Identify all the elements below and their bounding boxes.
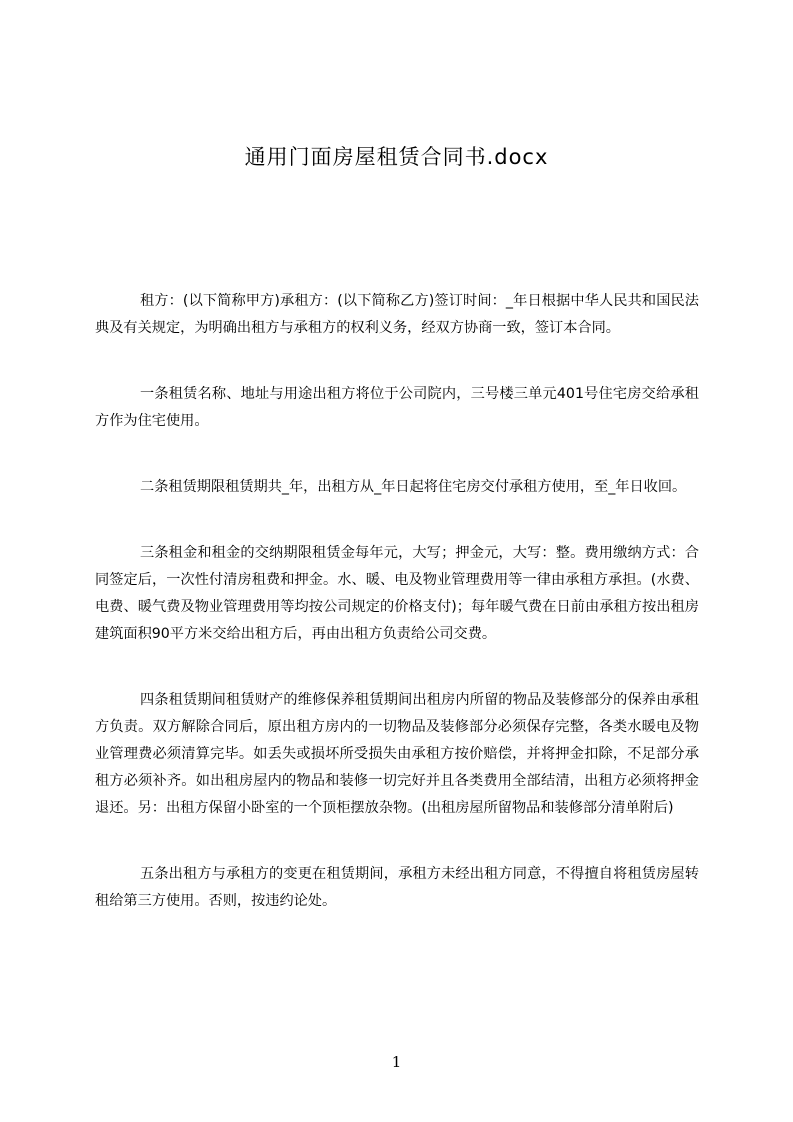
paragraph-article-4: 四条租赁期间租赁财产的维修保养租赁期间出租房内所留的物品及装修部分的保养由承租方负责。双方解除合同后，原出租方房内的一切物品及装修部分必须保存完整，各类水暖电及物业管理费必须清算完毕。如丢失或损坏所受损失由承租方按价赔偿，并将押金扣除，不足部分承租方必须补齐。如出租房屋内的物品和装修一切完好并且各类费用全部结清，出租方必须将押金退还。另：出租方保留小卧室的一个顶柜摆放杂物。(出租房屋所留物品和装修部分清单附后) (95, 692, 699, 816)
paragraph-article-2: 二条租赁期限租赁期共_年，出租方从_年日起将住宅房交付承租方使用，至_年日收回。 (140, 479, 687, 495)
paragraph-article-5: 五条出租方与承租方的变更在租赁期间，承租方未经出租方同意，不得擅自将租赁房屋转租给第三方使用。否则，按违约论处。 (95, 866, 699, 909)
page-number: 1 (391, 1053, 402, 1071)
document-title: 通用门面房屋租赁合同书.docx (244, 145, 549, 169)
paragraph-article-3: 三条租金和租金的交纳期限租赁金每年元，大写；押金元，大写：整。费用缴纳方式：合同签定后，一次性付清房租费和押金。水、暖、电及物业管理费用等一律由承租方承担。(水费、电费、暖气费及物业管理费用等均按公司规定的价格支付)；每年暖气费在日前由承租方按出租房建筑面积90平方米交给出租方后，再由出租方负责给公司交费。 (95, 545, 699, 642)
paragraph-article-1: 一条租赁名称、地址与用途出租方将位于公司院内，三号楼三单元401号住宅房交给承租方作为住宅使用。 (95, 386, 699, 429)
paragraph-preamble: 租方：(以下简称甲方)承租方：(以下简称乙方)签订时间：_年日根据中华人民共和国民法典及有关规定，为明确出租方与承租方的权利义务，经双方协商一致，签订本合同。 (95, 293, 699, 336)
document-body (95, 288, 699, 954)
